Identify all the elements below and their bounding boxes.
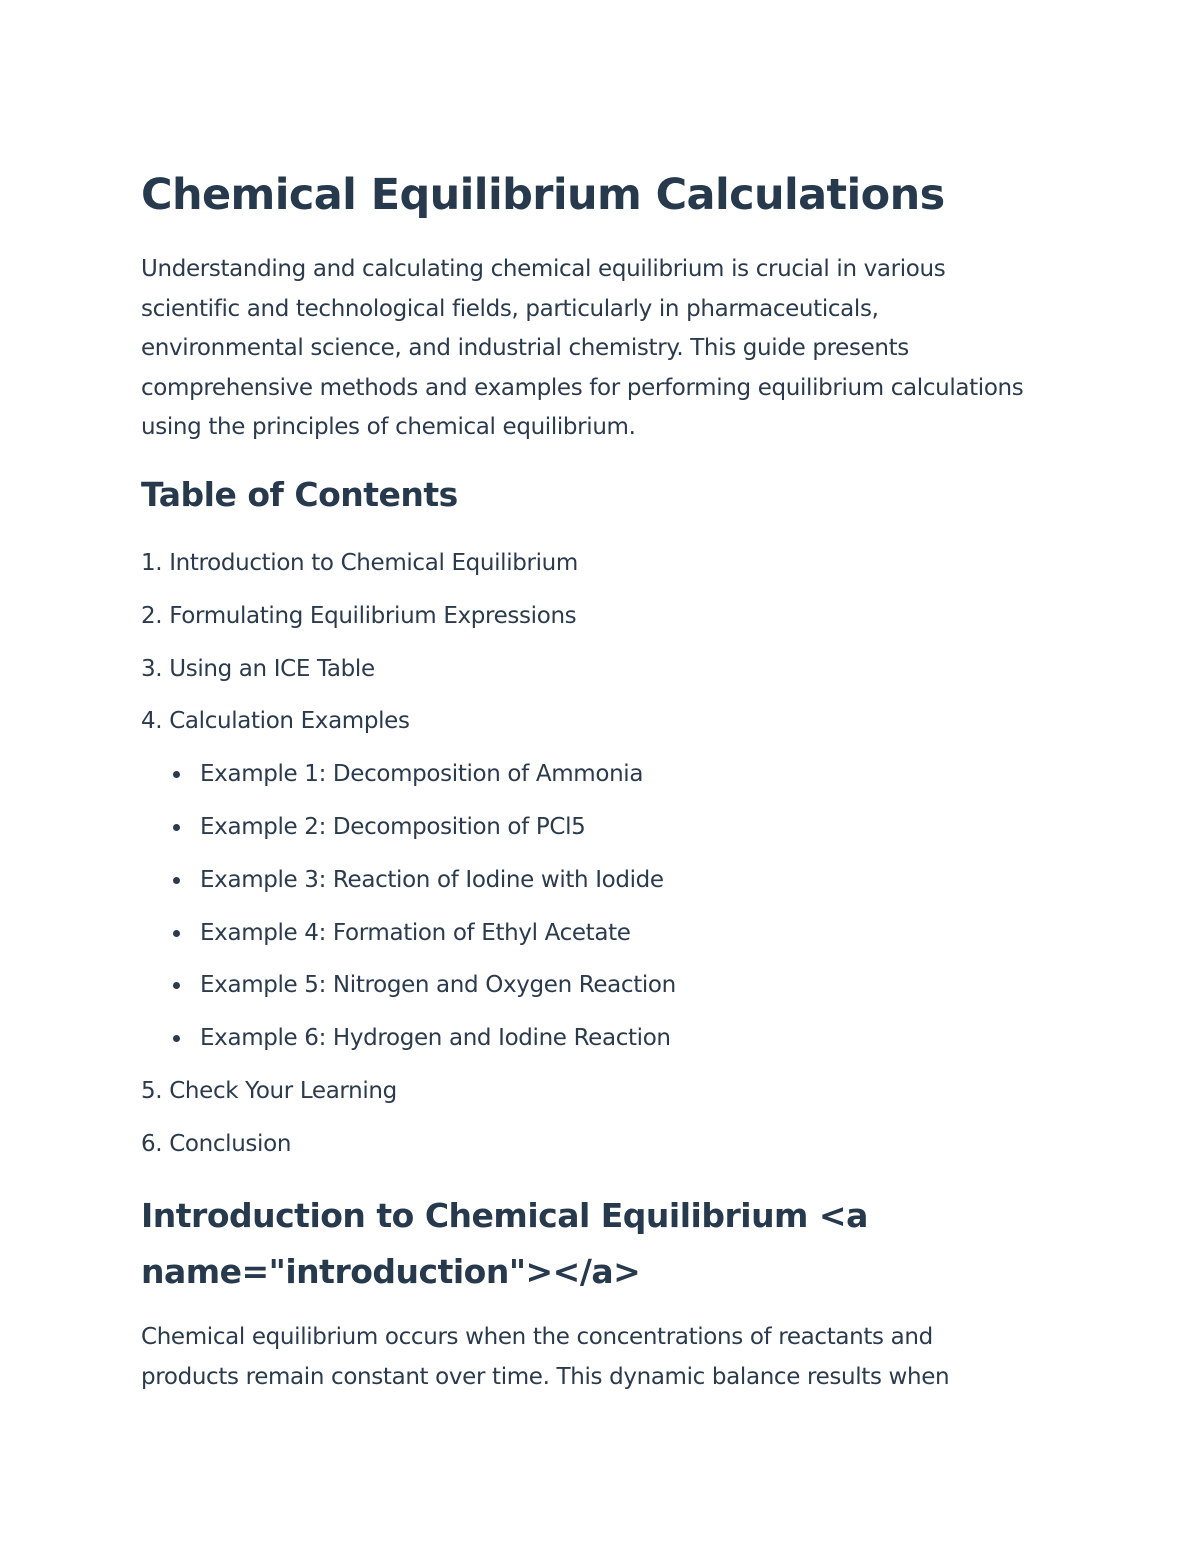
toc-example-item[interactable] (141, 910, 1031, 963)
toc-example-label: Example 4: Formation of Ethyl Acetate (200, 919, 631, 946)
intro-paragraph: Understanding and calculating chemical equilibrium is crucial in various scientific and technological fields, particularly in pharmaceuticals, environmental science, and industrial chemistry. This guide presents comprehensive methods and examples for performing equilibrium calculations using the principles of chemical equilibrium. (141, 256, 1024, 441)
toc-example-item[interactable] (141, 857, 1031, 910)
toc-example-item[interactable] (141, 804, 1031, 857)
toc-example-label: Example 5: Nitrogen and Oxygen Reaction (200, 972, 676, 999)
bullet-icon (173, 930, 180, 937)
section-heading: Introduction to Chemical Equilibrium <a name="introduction"></a> (141, 1196, 868, 1291)
toc-example-label: Example 1: Decomposition of Ammonia (200, 761, 644, 788)
bullet-icon (173, 824, 180, 831)
toc-examples-list (141, 751, 1031, 1068)
toc-example-label: Example 2: Decomposition of PCl5 (200, 813, 586, 840)
bullet-icon (173, 877, 180, 884)
toc-item-check-learning[interactable]: 5. Check Your Learning (141, 1077, 397, 1104)
toc-examples-group (141, 751, 1031, 1068)
toc-item-expressions[interactable]: 2. Formulating Equilibrium Expressions (141, 602, 577, 629)
toc-item-conclusion[interactable]: 6. Conclusion (141, 1130, 292, 1157)
toc-item-examples[interactable]: 4. Calculation Examples (141, 708, 410, 735)
page-title: Chemical Equilibrium Calculations (141, 170, 945, 220)
bullet-icon (173, 982, 180, 989)
toc-example-item[interactable] (141, 1015, 1031, 1068)
bullet-icon (173, 1035, 180, 1042)
toc-example-label: Example 3: Reaction of Iodine with Iodide (200, 866, 664, 893)
section-paragraph: Chemical equilibrium occurs when the concentrations of reactants and products remain constant over time. This dynamic balance results when (141, 1324, 950, 1390)
toc-item-introduction[interactable]: 1. Introduction to Chemical Equilibrium (141, 550, 578, 576)
toc-example-item[interactable] (141, 751, 1031, 804)
toc-item-ice-table[interactable]: 3. Using an ICE Table (141, 655, 375, 682)
toc-heading: Table of Contents (141, 475, 458, 514)
bullet-icon (173, 771, 180, 778)
toc-example-label: Example 6: Hydrogen and Iodine Reaction (200, 1025, 671, 1052)
table-of-contents (141, 540, 1031, 1174)
toc-example-item[interactable] (141, 962, 1031, 1015)
